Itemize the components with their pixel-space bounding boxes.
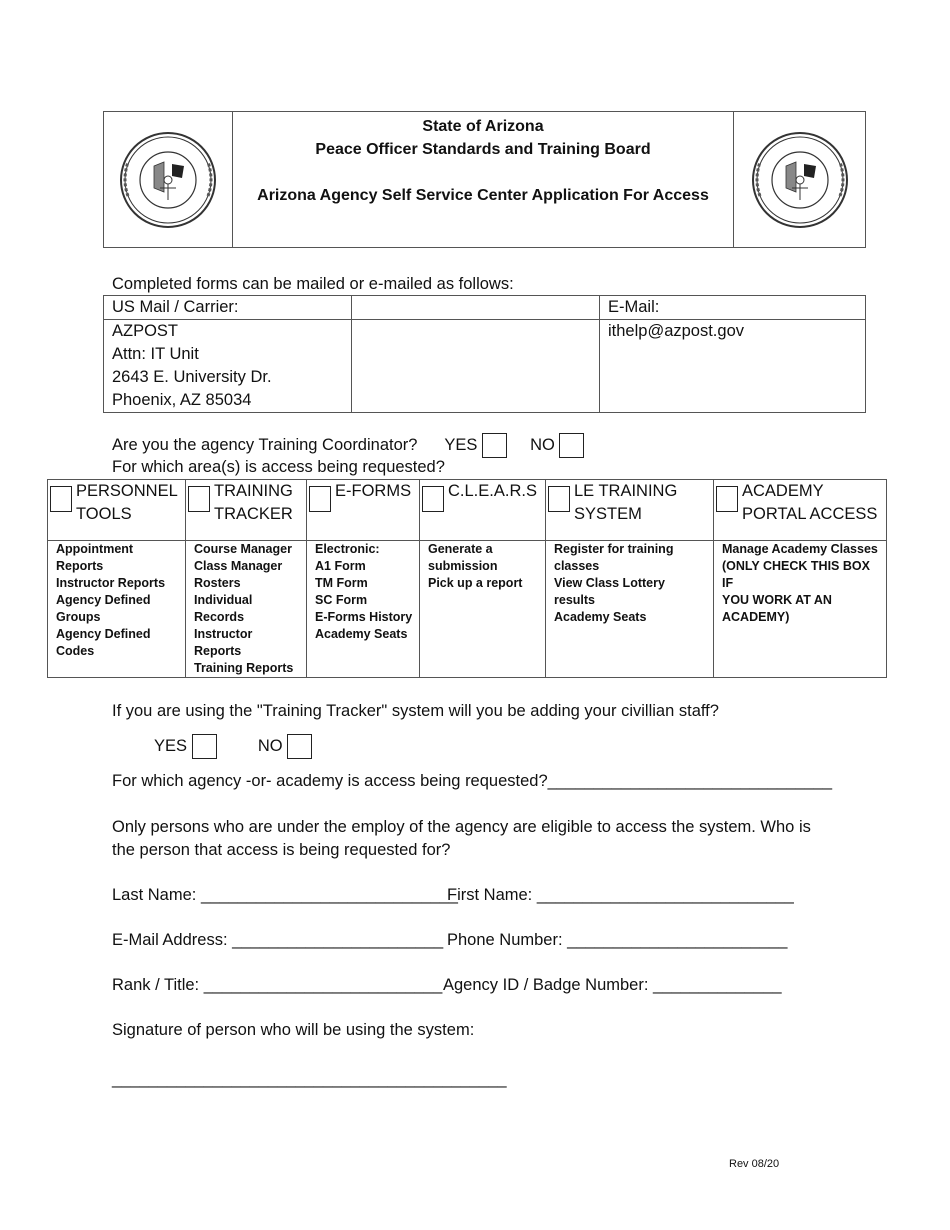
area-academy-portal-checkbox[interactable]: [716, 486, 738, 512]
feature-item: Electronic:: [315, 542, 380, 556]
civilian-yes-checkbox[interactable]: [192, 734, 217, 759]
feature-item: View Class Lottery results: [554, 576, 665, 607]
agency-id-field[interactable]: Agency ID / Badge Number: ______________: [443, 976, 782, 994]
feature-item: A1 Form: [315, 559, 366, 573]
area-le-training-system-checkbox[interactable]: [548, 486, 570, 512]
revision-label: Rev 08/20: [729, 1158, 780, 1170]
area-personnel-tools: [48, 480, 186, 541]
area-academy-portal-features: [714, 541, 887, 678]
area-title: [574, 480, 677, 526]
feature-item: Codes: [56, 644, 95, 658]
empty-cell: [352, 296, 600, 320]
eligibility-line: the person that access is being requested for?: [112, 841, 451, 859]
azpost-seal-icon: [114, 126, 222, 234]
feature-item: Instructor: [194, 627, 253, 641]
header-line-state: State of Arizona: [422, 118, 544, 135]
area-title-line1: C.L.E.A.R.S: [448, 482, 537, 500]
area-training-tracker: [186, 480, 307, 541]
email-address: ithelp@azpost.gov: [600, 320, 866, 413]
area-clears-features: [420, 541, 546, 678]
coordinator-no-label: NO: [530, 435, 555, 454]
feature-item: Academy Seats: [554, 610, 647, 624]
civilian-answer: [154, 734, 312, 759]
address-line: Attn: IT Unit: [112, 345, 199, 363]
header-title-block: [232, 112, 734, 207]
area-e-forms-checkbox[interactable]: [309, 486, 331, 512]
area-e-forms-features: [307, 541, 420, 678]
feature-item: Agency Defined: [56, 593, 151, 607]
feature-item: Course Manager: [194, 542, 292, 556]
area-le-training-system-features: [546, 541, 714, 678]
last-name-field[interactable]: Last Name: ____________________________: [112, 886, 458, 904]
header-left-cell: [104, 112, 233, 247]
feature-item: Academy Seats: [315, 627, 408, 641]
area-title-line2: TRACKER: [214, 505, 293, 523]
feature-item: Records: [194, 610, 245, 624]
area-training-tracker-checkbox[interactable]: [188, 486, 210, 512]
feature-item: Register for training: [554, 542, 674, 556]
signature-line[interactable]: ___________________________________________: [112, 1070, 507, 1088]
civilian-question: If you are using the "Training Tracker" system will you be adding your civillian staff?: [112, 702, 719, 720]
area-clears: [420, 480, 546, 541]
feature-item: Rosters: [194, 576, 241, 590]
feature-item: Groups: [56, 610, 101, 624]
header-line-board: Peace Officer Standards and Training Board: [315, 141, 651, 158]
address-line: 2643 E. University Dr.: [112, 368, 272, 386]
feature-item: Instructor Reports: [56, 576, 166, 590]
coordinator-yes-checkbox[interactable]: [482, 433, 507, 458]
area-personnel-tools-features: [48, 541, 186, 678]
area-training-tracker-features: [186, 541, 307, 678]
feature-item: Reports: [194, 644, 242, 658]
area-title-line2: PORTAL ACCESS: [742, 505, 878, 523]
area-title: [742, 480, 877, 526]
feature-item: classes: [554, 559, 600, 573]
phone-number-field[interactable]: Phone Number: ________________________: [447, 931, 788, 949]
form-header: [103, 111, 866, 248]
address-line: Phoenix, AZ 85034: [112, 391, 252, 409]
area-title-line1: TRAINING: [214, 482, 293, 500]
area-title-line1: E-FORMS: [335, 482, 412, 500]
feature-item: Manage Academy Classes: [722, 542, 878, 556]
header-right-cell: [733, 112, 865, 247]
area-title: [448, 480, 537, 503]
area-title-line1: PERSONNEL: [76, 482, 178, 500]
azpost-seal-icon: [746, 126, 854, 234]
feature-item: Pick up a report: [428, 576, 523, 590]
feature-item: Class Manager: [194, 559, 283, 573]
email-address-field[interactable]: E-Mail Address: _______________________: [112, 931, 444, 949]
area-title: [76, 480, 178, 526]
feature-item: submission: [428, 559, 498, 573]
mailing-address: [104, 320, 352, 413]
coordinator-question: [112, 433, 584, 458]
feature-item: Agency Defined: [56, 627, 151, 641]
rank-title-field[interactable]: Rank / Title: __________________________: [112, 976, 443, 994]
coordinator-no-checkbox[interactable]: [559, 433, 584, 458]
email-label: E-Mail:: [600, 296, 866, 320]
feature-item: ACADEMY): [722, 610, 790, 624]
agency-question-field[interactable]: For which agency -or- academy is access being requested?_______________________________: [112, 772, 833, 790]
feature-item: (ONLY CHECK THIS BOX IF: [722, 559, 870, 590]
carrier-label: US Mail / Carrier:: [104, 296, 352, 320]
feature-item: Reports: [56, 559, 104, 573]
area-academy-portal: [714, 480, 887, 541]
areas-question: For which area(s) is access being requested?: [112, 458, 445, 476]
area-title-line1: LE TRAINING: [574, 482, 678, 500]
mailing-table: [103, 295, 866, 413]
area-title-line1: ACADEMY: [742, 482, 824, 500]
civilian-yes-label: YES: [154, 736, 188, 755]
address-line: AZPOST: [112, 322, 179, 340]
feature-item: E-Forms History: [315, 610, 413, 624]
signature-label: Signature of person who will be using the system:: [112, 1021, 475, 1039]
area-personnel-tools-checkbox[interactable]: [50, 486, 72, 512]
area-title-line2: SYSTEM: [574, 505, 642, 523]
civilian-no-checkbox[interactable]: [287, 734, 312, 759]
coordinator-yes-label: YES: [444, 435, 478, 454]
empty-cell: [352, 320, 600, 413]
feature-item: TM Form: [315, 576, 368, 590]
area-e-forms: [307, 480, 420, 541]
feature-item: Generate a: [428, 542, 493, 556]
mailing-instructions: Completed forms can be mailed or e-mailed as follows:: [112, 275, 514, 293]
feature-item: Appointment: [56, 542, 134, 556]
area-title: [335, 480, 411, 503]
feature-item: SC Form: [315, 593, 368, 607]
area-le-training-system: [546, 480, 714, 541]
first-name-field[interactable]: First Name: ____________________________: [447, 886, 794, 904]
eligibility-line: Only persons who are under the employ of the agency are eligible to access the system. Who is: [112, 818, 811, 836]
area-title: [214, 480, 293, 526]
feature-item: Training Reports: [194, 661, 294, 675]
access-areas-table: [47, 479, 887, 678]
coordinator-question-text: Are you the agency Training Coordinator?: [112, 435, 418, 454]
civilian-no-label: NO: [257, 736, 283, 755]
area-clears-checkbox[interactable]: [422, 486, 444, 512]
header-line-application: Arizona Agency Self Service Center Application For Access: [257, 187, 709, 204]
feature-item: Individual: [194, 593, 253, 607]
feature-item: YOU WORK AT AN: [722, 593, 832, 607]
area-title-line2: TOOLS: [76, 505, 132, 523]
